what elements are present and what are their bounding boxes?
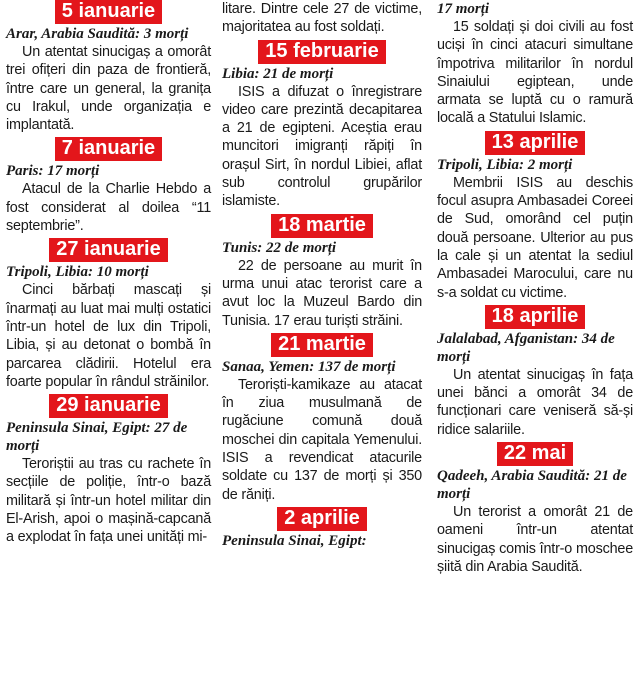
date-badge: 29 ianuarie [49, 394, 168, 418]
entry-text: ISIS a difuzat o înregistrare video care prezintă decapitarea a 21 de egipteni. Aceștia erau muncitori imigranți răpiți în orașul Sirt, în nordul Libiei, aflat sub controlul grupărilor islamiste. [222, 83, 422, 210]
date-badge: 7 ianuarie [55, 137, 162, 161]
entry-location: Jalalabad, Afganistan: 34 de morți [437, 330, 615, 365]
date-badge: 18 martie [271, 214, 373, 238]
date-badge: 22 mai [497, 442, 573, 466]
continued-text: litare. Dintre cele 27 de victime, majoritatea au fost soldați. [222, 1, 422, 36]
entry-location: Tripoli, Libia: 2 morți [437, 156, 573, 173]
continued-text: 15 soldați și doi civili au fost uciși în cinci atacuri simultane împotriva militarilor în nordul Sinaiului egiptean, unde armata se luptă cu o ramură locală a Statului Islamic. [437, 19, 633, 127]
entry-location: Arar, Arabia Saudită: 3 morți [6, 26, 189, 42]
timeline-entry [6, 394, 211, 546]
entry-location: Qadeeh, Arabia Saudită: 21 de morți [437, 468, 627, 503]
entry-text: Teroriști-kamikaze au atacat în ziua musulmană de rugăciune comună două moschei din capitala Yemenului. ISIS a revendicat atacurile soldate cu 137 de morți și 350 de răniți. [222, 376, 422, 503]
entry-location: Paris: 17 morți [6, 163, 100, 180]
column-2 [222, 0, 422, 550]
entry-location: Tunis: 22 de morți [222, 239, 337, 256]
entry-text: Un atentat sinucigaș a omorât trei ofițeri din paza de frontieră, între care un general, la granița cu Irakul, unde organizația e implantată. [6, 44, 211, 134]
timeline-entry [437, 305, 633, 439]
entry-location: Tripoli, Libia: 10 morți [6, 264, 149, 281]
column-1 [6, 0, 211, 550]
entry-text: Teroriștii au tras cu rachete în secțiile de poliție, într-o bază militară și într-un hotel militar din El-Arish, apoi o mașină-capcană a explodat în fața unei unități mi- [6, 456, 211, 546]
timeline-entry [437, 131, 633, 302]
date-badge: 2 aprilie [277, 507, 367, 531]
entry-text: Atacul de la Charlie Hebdo a fost considerat al doilea “11 septembrie”. [6, 181, 211, 235]
date-badge: 27 ianuarie [49, 238, 168, 262]
timeline-entry [222, 333, 422, 504]
entry-text: Membrii ISIS au deschis focul asupra Ambasadei Coreei de Sud, omorând cel puțin două persoane. Ulterior au pus la cale și un atentat la sediul Ambasadei Marocului, care nu s-a soldat cu victime. [437, 174, 633, 301]
column-3 [437, 0, 633, 579]
continued-location: 17 morți [437, 1, 490, 17]
entry-text: 22 de persoane au murit în urma unui atac terorist care a avut loc la Muzeul Bardo din Tunisia. 17 erau turiști străini. [222, 257, 422, 329]
timeline-entry [222, 507, 422, 550]
timeline-entry [6, 137, 211, 235]
entry-text: Un terorist a omorât 21 de oameni într-un atentat sinucigaș comis într-o moschee șiită din Arabia Saudită. [437, 504, 633, 575]
timeline-entry [6, 0, 211, 134]
timeline-entry [6, 238, 211, 391]
entry-location: Peninsula Sinai, Egipt: 27 de morți [6, 420, 188, 455]
date-badge: 15 februarie [258, 40, 385, 64]
date-badge: 18 aprilie [485, 305, 586, 329]
date-badge: 5 ianuarie [55, 0, 162, 24]
date-badge: 13 aprilie [485, 131, 586, 155]
entry-location: Peninsula Sinai, Egipt: [222, 532, 367, 549]
entry-location: Libia: 21 de morți [222, 65, 334, 82]
timeline-entry [437, 442, 633, 576]
entry-text: Un atentat sinucigaș în fața unei bănci a omorât 34 de funcționari care veniseră să-și ridice salariile. [437, 366, 633, 438]
timeline-entry [222, 214, 422, 330]
entry-location: Sanaa, Yemen: 137 de morți [222, 358, 396, 375]
timeline-entry [222, 40, 422, 211]
entry-text: Cinci bărbați mascați și înarmați au luat mai mulți ostatici într-un hotel de lux din Tripoli, Libia, și au detonat o bombă în parcarea clădirii. Hotelul era foarte popular în rândul străinilor. [6, 282, 211, 390]
date-badge: 21 martie [271, 333, 373, 357]
